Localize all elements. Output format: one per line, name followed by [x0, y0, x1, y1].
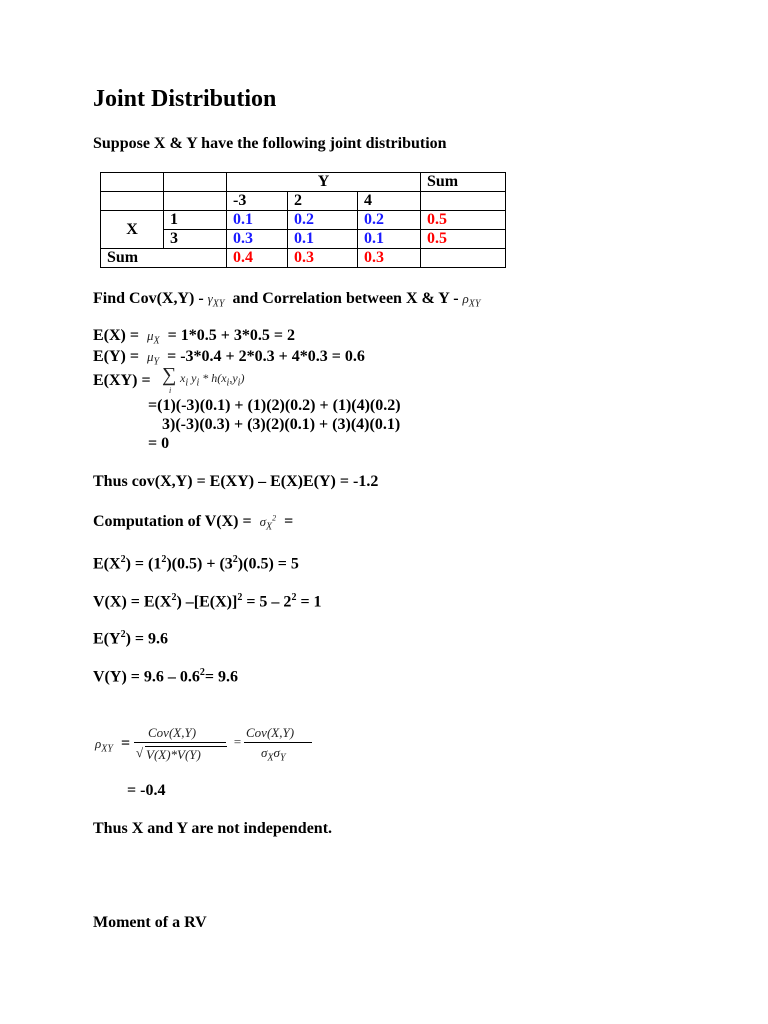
sum-header: Sum — [421, 173, 506, 192]
col-sum: 0.3 — [288, 249, 358, 268]
row-sum: 0.5 — [421, 230, 506, 249]
y-value: 4 — [358, 192, 421, 211]
fraction-1-numerator: Cov(X,Y) — [148, 725, 197, 740]
equals-sign-2: = — [233, 734, 242, 749]
next-section-heading: Moment of a RV — [93, 914, 207, 931]
exy-label: E(XY) = — [93, 372, 151, 389]
find-text: Find Cov(X,Y) - — [93, 290, 204, 307]
table-row — [101, 173, 506, 192]
prob-cell: 0.1 — [227, 211, 288, 230]
exy-line-1: =(1)(-3)(0.1) + (1)(2)(0.2) + (1)(4)(0.2) — [148, 397, 401, 414]
page-title: Joint Distribution — [93, 86, 277, 112]
fraction-1-denominator: V(X)*V(Y) — [146, 747, 201, 762]
sqrt-symbol: √ — [136, 745, 144, 760]
rho-xy-symbol: $\rho_{XY}$ — [95, 736, 113, 755]
summation-symbol: ∑ — [162, 364, 177, 386]
fraction-2-bar — [244, 742, 312, 743]
find-line — [93, 290, 480, 310]
rho-result: = -0.4 — [127, 782, 166, 799]
mu-x-symbol: $\mu_X$ — [147, 328, 160, 347]
y-header: Y — [227, 173, 421, 192]
summation-index: i — [169, 386, 172, 395]
ex2-line: $E(X^2) = (1^2)(0.5) + (3^2)(0.5) = 5$ — [93, 554, 299, 573]
ey-line: $E(Y) = \mu_Y = -3*0.4 + 2*0.3 + 4*0.3 = 0.6$ — [93, 348, 365, 368]
exy-line-2: 3)(-3)(0.3) + (3)(2)(0.1) + (3)(4)(0.1) — [162, 416, 401, 433]
rho-symbol: $\rho_{XY}$ — [462, 291, 481, 310]
exy-line-3: = 0 — [148, 435, 170, 452]
col-sum: 0.4 — [227, 249, 288, 268]
intro-text: Suppose X & Y have the following joint distribution — [93, 135, 447, 152]
vx-line: $V(X) = E(X^2) -[E(X)]^2 = 5 - 2^2 = 1$ — [93, 592, 322, 611]
joint-distribution-table — [100, 172, 506, 268]
vy-line: $V(Y) = 9.6 - 0.6^2= 9.6$ — [93, 667, 239, 686]
ex-line: $E(X) = \mu_X = 1*0.5 + 3*0.5 = 2$ — [93, 327, 295, 347]
y-value: -3 — [227, 192, 288, 211]
gamma-symbol: $\gamma_{XY}$ — [207, 291, 225, 310]
x-label: X — [101, 211, 164, 249]
x-value: 1 — [164, 211, 227, 230]
prob-cell: 0.2 — [288, 211, 358, 230]
y-value: 2 — [288, 192, 358, 211]
prob-cell: 0.1 — [288, 230, 358, 249]
vx-computation-line: Computation of $V(X) = \sigma_X^2$ = — [93, 513, 294, 533]
fraction-2-denominator: $\sigma_X\sigma_Y$ — [261, 745, 286, 764]
prob-cell: 0.1 — [358, 230, 421, 249]
table-row — [101, 211, 506, 230]
table-row — [101, 192, 506, 211]
ey2-line: $E(Y^2) = 9.6$ — [93, 629, 169, 648]
find-text-2: and Correlation between X & Y - — [232, 290, 459, 307]
cov-line: Thus cov(X,Y) = E(XY) – E(X)E(Y) = -1.2 — [93, 473, 379, 490]
x-value: 3 — [164, 230, 227, 249]
fraction-1-bar — [134, 742, 226, 743]
rho-equals: = — [121, 735, 131, 752]
sigma-x-squared-symbol: $\sigma_X^2$ — [259, 513, 277, 533]
exy-summand: $x_i$ $y_i * h(x_i,y_i)$ — [180, 371, 245, 389]
sum-row-label: Sum — [101, 249, 227, 268]
table-row — [101, 249, 506, 268]
prob-cell: 0.3 — [227, 230, 288, 249]
mu-y-symbol: $\mu_Y$ — [147, 349, 160, 368]
row-sum: 0.5 — [421, 211, 506, 230]
conclusion-text: Thus X and Y are not independent. — [93, 820, 333, 837]
col-sum: 0.3 — [358, 249, 421, 268]
fraction-2-numerator: Cov(X,Y) — [246, 725, 295, 740]
prob-cell: 0.2 — [358, 211, 421, 230]
